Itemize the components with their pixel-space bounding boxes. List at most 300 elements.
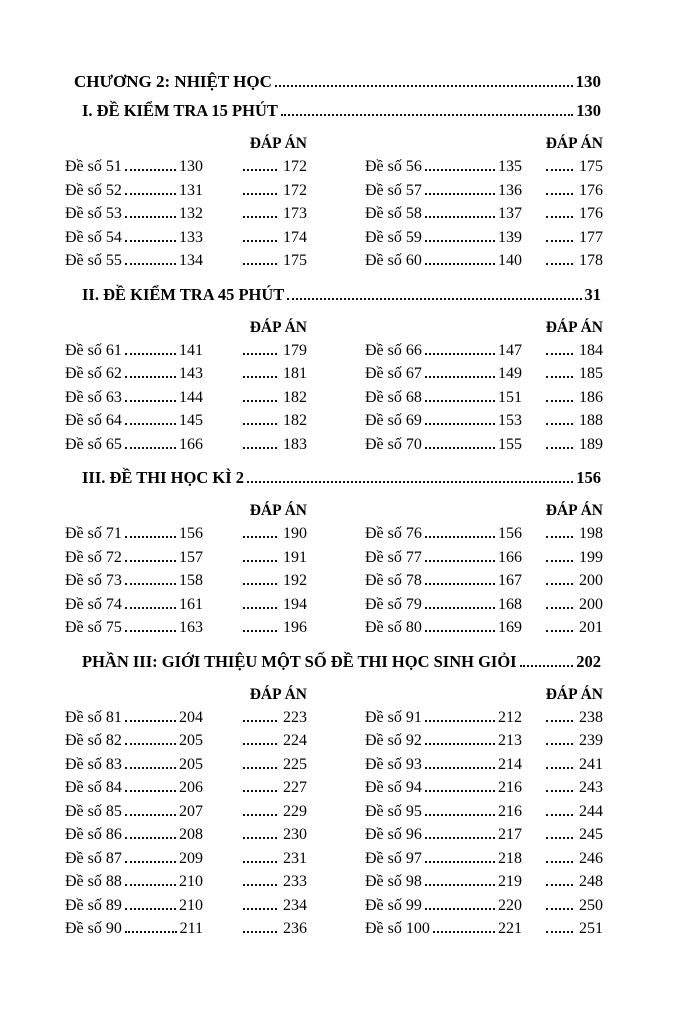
entry-label: Đề số 84: [65, 779, 122, 796]
entry-answer-page: 183: [283, 435, 307, 453]
toc-row: [65, 342, 684, 366]
dot-leader: [546, 605, 573, 609]
entry-label: Đề số 65: [65, 435, 122, 453]
entry-answer: [240, 826, 307, 844]
entry-page-number: 161: [179, 595, 203, 613]
toc-entry: [365, 365, 603, 383]
entry-page-number: 205: [179, 755, 203, 773]
entry-label: Đề số 57: [365, 181, 422, 199]
toc-row: [65, 158, 684, 182]
entry-main: [65, 205, 203, 223]
dot-leader: [546, 167, 573, 171]
dot-leader: [243, 534, 277, 538]
dot-leader: [243, 835, 277, 839]
entry-label: Đề số 52: [65, 181, 122, 199]
dot-leader: [546, 628, 573, 632]
entry-label: Đề số 73: [65, 572, 122, 589]
entry-answer: [240, 850, 307, 868]
answers-header-right: ĐÁP ÁN: [545, 502, 603, 519]
entry-main: [65, 252, 203, 270]
entry-label: Đề số 70: [365, 435, 422, 453]
entry-label: Đề số 90: [65, 920, 122, 937]
entry-answer-page: 229: [283, 802, 307, 820]
dot-leader: [425, 581, 495, 585]
entry-answer: [240, 920, 307, 938]
entry-answer: [240, 897, 307, 915]
dot-leader: [546, 788, 573, 792]
entry-page-number: 209: [179, 849, 203, 867]
entry-main: [365, 412, 522, 430]
entry-answer-page: 192: [283, 572, 307, 589]
entry-label: Đề số 88: [65, 873, 122, 890]
entry-answer-page: 248: [579, 873, 603, 890]
entry-label: Đề số 82: [65, 732, 122, 749]
entry-main: [65, 826, 203, 844]
dot-leader: [125, 581, 176, 585]
toc-entry: [65, 252, 307, 270]
entry-main: [65, 920, 203, 938]
entry-answer-page: 174: [283, 228, 307, 246]
toc-entry: [65, 732, 307, 750]
entry-answer-page: 175: [283, 252, 307, 269]
dot-leader: [425, 351, 495, 355]
dot-leader: [125, 351, 176, 355]
entry-page-number: 168: [498, 595, 522, 613]
entry-page-number: 207: [179, 802, 203, 820]
entry-label: Đề số 79: [365, 595, 422, 613]
entry-label: Đề số 93: [365, 755, 422, 773]
entry-answer-page: 225: [283, 755, 307, 773]
entry-answer: [543, 412, 603, 430]
entry-answer: [240, 436, 307, 454]
toc-entry: [365, 229, 603, 247]
entry-answer-page: 176: [579, 205, 603, 222]
dot-leader: [243, 374, 277, 378]
entry-label: Đề số 74: [65, 595, 122, 613]
dot-leader: [243, 558, 277, 562]
dot-leader: [125, 558, 176, 562]
toc-entry: [365, 756, 603, 774]
entry-page-number: 208: [179, 826, 203, 843]
toc-entry: [65, 525, 307, 543]
section-heading: [82, 101, 601, 121]
entry-main: [365, 756, 522, 774]
toc-entry: [65, 709, 307, 727]
entry-main: [365, 342, 522, 360]
dot-leader: [425, 859, 495, 863]
dot-leader: [243, 167, 277, 171]
dot-leader: [546, 581, 573, 585]
entry-answer: [543, 756, 603, 774]
entry-main: [365, 229, 522, 247]
dot-leader: [125, 261, 176, 265]
toc-entry: [365, 619, 603, 637]
dot-leader: [125, 238, 176, 242]
toc-section: [0, 468, 684, 643]
dot-leader: [546, 558, 573, 562]
entry-page-number: 156: [179, 525, 203, 542]
entry-main: [365, 732, 522, 750]
dot-leader: [546, 741, 573, 745]
dot-leader: [425, 741, 495, 745]
dot-leader: [546, 421, 573, 425]
dot-leader: [125, 882, 176, 886]
answers-header-right: ĐÁP ÁN: [545, 318, 603, 336]
toc-entry: [65, 365, 307, 383]
entry-answer-page: 227: [283, 779, 307, 796]
dot-leader: [433, 929, 495, 933]
entry-page-number: 133: [179, 228, 203, 246]
toc-entry: [365, 850, 603, 868]
entry-answer-page: 200: [579, 595, 603, 613]
toc-row: [65, 779, 684, 803]
entry-answer-page: 231: [283, 849, 307, 867]
toc-entry: [365, 389, 603, 407]
toc-entry: [365, 342, 603, 360]
entry-page-number: 130: [179, 158, 203, 175]
dot-leader: [125, 765, 176, 769]
dot-leader: [243, 812, 277, 816]
dot-leader: [546, 859, 573, 863]
toc-entry: [65, 572, 307, 590]
dot-leader: [281, 112, 573, 116]
entry-answer-page: 201: [579, 619, 603, 636]
dot-leader: [546, 398, 573, 402]
entry-answer-page: 172: [283, 158, 307, 175]
entry-answer-page: 182: [283, 412, 307, 429]
entry-answer-page: 199: [579, 548, 603, 566]
entry-label: Đề số 69: [365, 412, 422, 429]
chapter-heading: [74, 72, 601, 92]
entry-answer-page: 185: [579, 365, 603, 382]
dot-leader: [125, 859, 176, 863]
entry-label: Đề số 95: [365, 802, 422, 820]
entry-answer-page: 238: [579, 708, 603, 726]
dot-leader: [425, 238, 495, 242]
section-title: III. ĐỀ THI HỌC KÌ 2: [82, 468, 244, 487]
answers-header-left: ĐÁP ÁN: [249, 685, 307, 703]
entry-label: Đề số 66: [365, 341, 422, 359]
toc-entry: [365, 436, 603, 454]
dot-leader: [546, 261, 573, 265]
dot-leader: [425, 906, 495, 910]
entry-answer: [240, 389, 307, 407]
dot-leader: [546, 765, 573, 769]
toc-entry: [365, 182, 603, 200]
entry-page-number: 210: [179, 873, 203, 890]
entry-main: [365, 897, 522, 915]
dot-leader: [125, 741, 176, 745]
entry-answer: [240, 158, 307, 176]
entry-main: [365, 850, 522, 868]
answers-header-right: ĐÁP ÁN: [545, 135, 603, 152]
dot-leader: [425, 421, 495, 425]
entry-label: Đề số 56: [365, 158, 422, 175]
entry-label: Đề số 55: [65, 252, 122, 269]
dot-leader: [125, 167, 176, 171]
toc-entry: [65, 850, 307, 868]
entry-main: [365, 252, 522, 270]
entry-page-number: 151: [498, 388, 522, 406]
entry-answer: [240, 252, 307, 270]
toc-entry: [65, 619, 307, 637]
entry-label: Đề số 91: [365, 708, 422, 726]
entry-label: Đề số 76: [365, 525, 422, 542]
toc-entry: [365, 709, 603, 727]
entry-label: Đề số 58: [365, 205, 422, 222]
entry-main: [65, 229, 203, 247]
dot-leader: [546, 214, 573, 218]
entry-label: Đề số 64: [65, 412, 122, 429]
chapter-title: CHƯƠNG 2: NHIỆT HỌC: [74, 72, 272, 91]
entry-answer-page: 224: [283, 732, 307, 749]
entry-answer: [543, 342, 603, 360]
entry-answer-page: 184: [579, 341, 603, 359]
dot-leader: [243, 261, 277, 265]
entry-answer: [240, 182, 307, 200]
entry-page-number: 163: [179, 619, 203, 636]
toc-row: [65, 897, 684, 921]
section-page-number: 202: [576, 651, 601, 671]
toc-row: [65, 619, 684, 643]
entry-answer-page: 223: [283, 708, 307, 726]
dot-leader: [243, 788, 277, 792]
entry-main: [365, 826, 522, 844]
section-page-number: 31: [584, 284, 601, 304]
answers-header-left: ĐÁP ÁN: [249, 318, 307, 336]
entry-main: [365, 365, 522, 383]
toc-entry: [365, 572, 603, 590]
dot-leader: [125, 445, 176, 449]
entry-answer-page: 244: [579, 802, 603, 820]
entry-answer-page: 172: [283, 181, 307, 199]
dot-leader: [243, 398, 277, 402]
dot-leader: [546, 812, 573, 816]
entry-main: [365, 205, 522, 223]
entries: [65, 525, 684, 643]
dot-leader: [546, 238, 573, 242]
toc-row: [65, 850, 684, 874]
entry-page-number: 205: [179, 732, 203, 749]
toc-entry: [65, 412, 307, 430]
entry-answer: [543, 205, 603, 223]
dot-leader: [125, 605, 176, 609]
entry-answer: [240, 342, 307, 360]
entry-answer-page: 241: [579, 755, 603, 773]
entry-page-number: 158: [179, 572, 203, 589]
section-heading: [82, 285, 601, 305]
toc-sections: [0, 101, 684, 944]
entry-answer: [543, 182, 603, 200]
dot-leader: [243, 882, 277, 886]
entry-label: Đề số 81: [65, 708, 122, 726]
entry-main: [65, 850, 203, 868]
entry-label: Đề số 80: [365, 619, 422, 636]
entry-answer-page: 189: [579, 435, 603, 453]
entry-answer: [543, 229, 603, 247]
entry-label: Đề số 99: [365, 896, 422, 914]
entry-answer: [240, 205, 307, 223]
entry-answer: [543, 158, 603, 176]
toc-row: [65, 525, 684, 549]
entry-answer: [543, 920, 603, 938]
entry-answer: [543, 732, 603, 750]
toc-row: [65, 803, 684, 827]
entry-main: [365, 873, 522, 891]
entry-main: [65, 412, 203, 430]
toc-row: [65, 205, 684, 229]
entry-answer: [543, 252, 603, 270]
entry-main: [365, 182, 522, 200]
entry-answer: [543, 897, 603, 915]
entry-answer-page: 198: [579, 525, 603, 542]
answers-header-row: [65, 134, 684, 154]
entry-answer-page: 239: [579, 732, 603, 749]
entry-answer: [543, 619, 603, 637]
dot-leader: [125, 421, 176, 425]
entry-main: [365, 436, 522, 454]
dot-leader: [425, 445, 495, 449]
entry-answer-page: 230: [283, 826, 307, 843]
entry-answer: [240, 525, 307, 543]
entry-main: [65, 897, 203, 915]
section-title: I. ĐỀ KIỂM TRA 15 PHÚT: [82, 101, 278, 120]
entry-label: Đề số 54: [65, 228, 122, 246]
entry-main: [365, 803, 522, 821]
toc-entry: [365, 412, 603, 430]
toc-entry: [365, 252, 603, 270]
entry-main: [65, 709, 203, 727]
entry-answer-page: 251: [579, 920, 603, 937]
entry-main: [65, 342, 203, 360]
toc-row: [65, 229, 684, 253]
entry-answer-page: 176: [579, 181, 603, 199]
toc-entry: [65, 436, 307, 454]
entry-answer: [240, 709, 307, 727]
toc-entry: [65, 158, 307, 176]
entry-main: [365, 525, 522, 543]
entry-page-number: 147: [498, 341, 522, 359]
entry-label: Đề số 60: [365, 252, 422, 269]
entry-answer-page: 194: [283, 595, 307, 613]
entry-answer: [240, 803, 307, 821]
column-spacer: [307, 501, 365, 521]
entry-page-number: 149: [498, 365, 522, 382]
entry-answer-page: 245: [579, 826, 603, 843]
entry-answer-page: 200: [579, 572, 603, 589]
dot-leader: [125, 906, 176, 910]
dot-leader: [425, 718, 495, 722]
dot-leader: [243, 351, 277, 355]
toc-row: [65, 252, 684, 276]
dot-leader: [125, 214, 176, 218]
entry-label: Đề số 62: [65, 365, 122, 382]
entry-page-number: 143: [179, 365, 203, 382]
entry-answer-page: 196: [283, 619, 307, 636]
toc-entry: [365, 873, 603, 891]
dot-leader: [546, 718, 573, 722]
dot-leader: [287, 296, 581, 300]
entry-label: Đề số 63: [65, 388, 122, 406]
dot-leader: [275, 83, 573, 87]
toc-entry: [365, 803, 603, 821]
entry-label: Đề số 100: [365, 920, 430, 937]
entry-page-number: 131: [179, 181, 203, 199]
dot-leader: [243, 628, 277, 632]
entry-answer: [240, 229, 307, 247]
toc-entry: [365, 549, 603, 567]
toc-entry: [365, 779, 603, 797]
toc-entry: [365, 525, 603, 543]
entries: [65, 158, 684, 276]
chapter-page-number: 130: [575, 72, 601, 91]
entry-main: [365, 549, 522, 567]
entry-answer: [543, 873, 603, 891]
entry-main: [365, 709, 522, 727]
dot-leader: [125, 788, 176, 792]
dot-leader: [546, 534, 573, 538]
answers-header-row: [65, 685, 684, 705]
entry-answer: [240, 572, 307, 590]
entry-page-number: 219: [498, 873, 522, 890]
dot-leader: [125, 718, 176, 722]
entry-label: Đề số 53: [65, 205, 122, 222]
entry-answer: [240, 779, 307, 797]
entry-page-number: 169: [498, 619, 522, 636]
entry-answer-page: 234: [283, 896, 307, 914]
dot-leader: [243, 191, 277, 195]
entry-page-number: 155: [498, 435, 522, 453]
entry-label: Đề số 51: [65, 158, 122, 175]
entry-label: Đề số 59: [365, 228, 422, 246]
entry-label: Đề số 77: [365, 548, 422, 566]
dot-leader: [520, 663, 574, 667]
entry-page-number: 141: [179, 341, 203, 359]
entry-page-number: 216: [498, 779, 522, 796]
entry-answer-page: 177: [579, 228, 603, 246]
entry-answer: [240, 756, 307, 774]
dot-leader: [546, 374, 573, 378]
dot-leader: [425, 765, 495, 769]
column-spacer: [307, 318, 365, 338]
dot-leader: [425, 261, 495, 265]
entry-label: Đề số 85: [65, 802, 122, 820]
toc-row: [65, 389, 684, 413]
toc-row: [65, 826, 684, 850]
entry-answer: [240, 596, 307, 614]
entry-page-number: 218: [498, 849, 522, 867]
toc-row: [65, 549, 684, 573]
toc-row: [65, 596, 684, 620]
entry-label: Đề số 86: [65, 826, 122, 843]
entry-page-number: 166: [179, 435, 203, 453]
dot-leader: [125, 628, 176, 632]
dot-leader: [425, 167, 495, 171]
dot-leader: [546, 835, 573, 839]
toc-entry: [65, 897, 307, 915]
entry-page-number: 137: [498, 205, 522, 222]
entry-answer-page: 182: [283, 388, 307, 406]
entry-page-number: 204: [179, 708, 203, 726]
entry-label: Đề số 98: [365, 873, 422, 890]
toc-entry: [65, 342, 307, 360]
entry-main: [65, 572, 203, 590]
entry-page-number: 144: [179, 388, 203, 406]
dot-leader: [425, 191, 495, 195]
toc-row: [65, 365, 684, 389]
entry-label: Đề số 67: [365, 365, 422, 382]
entry-main: [365, 158, 522, 176]
